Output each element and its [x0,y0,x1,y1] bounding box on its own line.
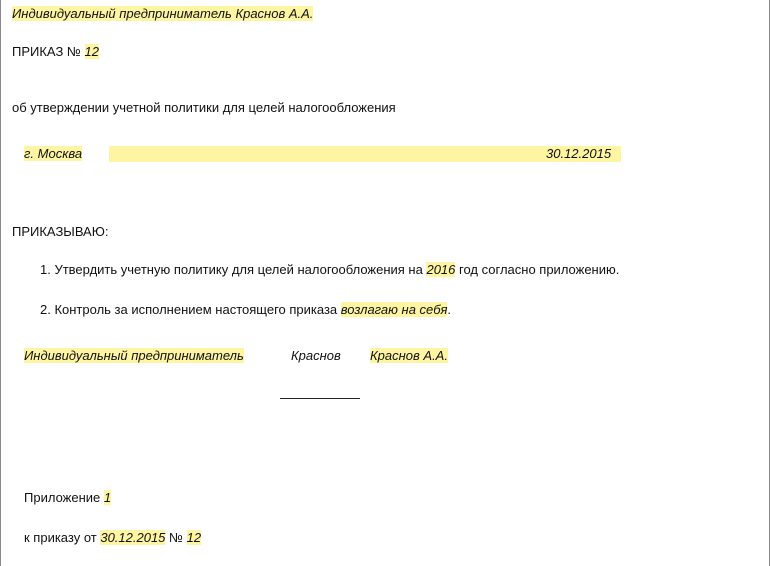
appendix-reference-line [24,530,201,546]
order-number: 12 [84,44,99,59]
signature-name-line [370,348,448,364]
signature-sign-line [291,348,341,364]
appendix-number: 1 [103,490,112,505]
signature-position: Индивидуальный предприниматель [24,348,244,363]
appendix-ref-date: 30.12.2015 [100,530,166,545]
appendix-ref-number: 12 [186,530,202,545]
order-date: 30.12.2015 [546,146,612,161]
item2-text-before: 2. Контроль за исполнением настоящего приказа [40,302,338,317]
signature-position-line [24,348,244,364]
order-title [12,44,99,60]
order-title-prefix: ПРИКАЗ № [12,44,81,59]
appendix-label: Приложение [24,490,101,505]
item2-text-after: . [447,302,452,317]
city-line [24,146,82,162]
place-date-highlight [109,146,621,162]
appendix-ref-prefix: к приказу от [24,530,97,545]
command-heading: ПРИКАЗЫВАЮ: [12,224,109,239]
signature-name: Краснов А.А. [370,348,448,363]
page-border-left [0,0,1,566]
header-line [12,6,313,22]
command-item-1 [40,262,619,278]
item1-year: 2016 [426,262,456,277]
command-item-2 [40,302,451,318]
city: г. Москва [24,146,83,161]
appendix-label-line [24,490,111,506]
entrepreneur-name: Индивидуальный предприниматель Краснов А.А. [12,6,314,21]
item1-text-before: 1. Утвердить учетную политику для целей налогообложения на [40,262,423,277]
item1-text-after: год согласно приложению. [459,262,620,277]
signature-underline [280,398,360,399]
date-line [546,146,611,162]
appendix-ref-no-label: № [169,530,183,545]
order-subject: об утверждении учетной политики для целей налогообложения [12,100,396,115]
signature-sign: Краснов [291,348,341,363]
item2-highlight: возлагаю на себя [340,302,448,317]
